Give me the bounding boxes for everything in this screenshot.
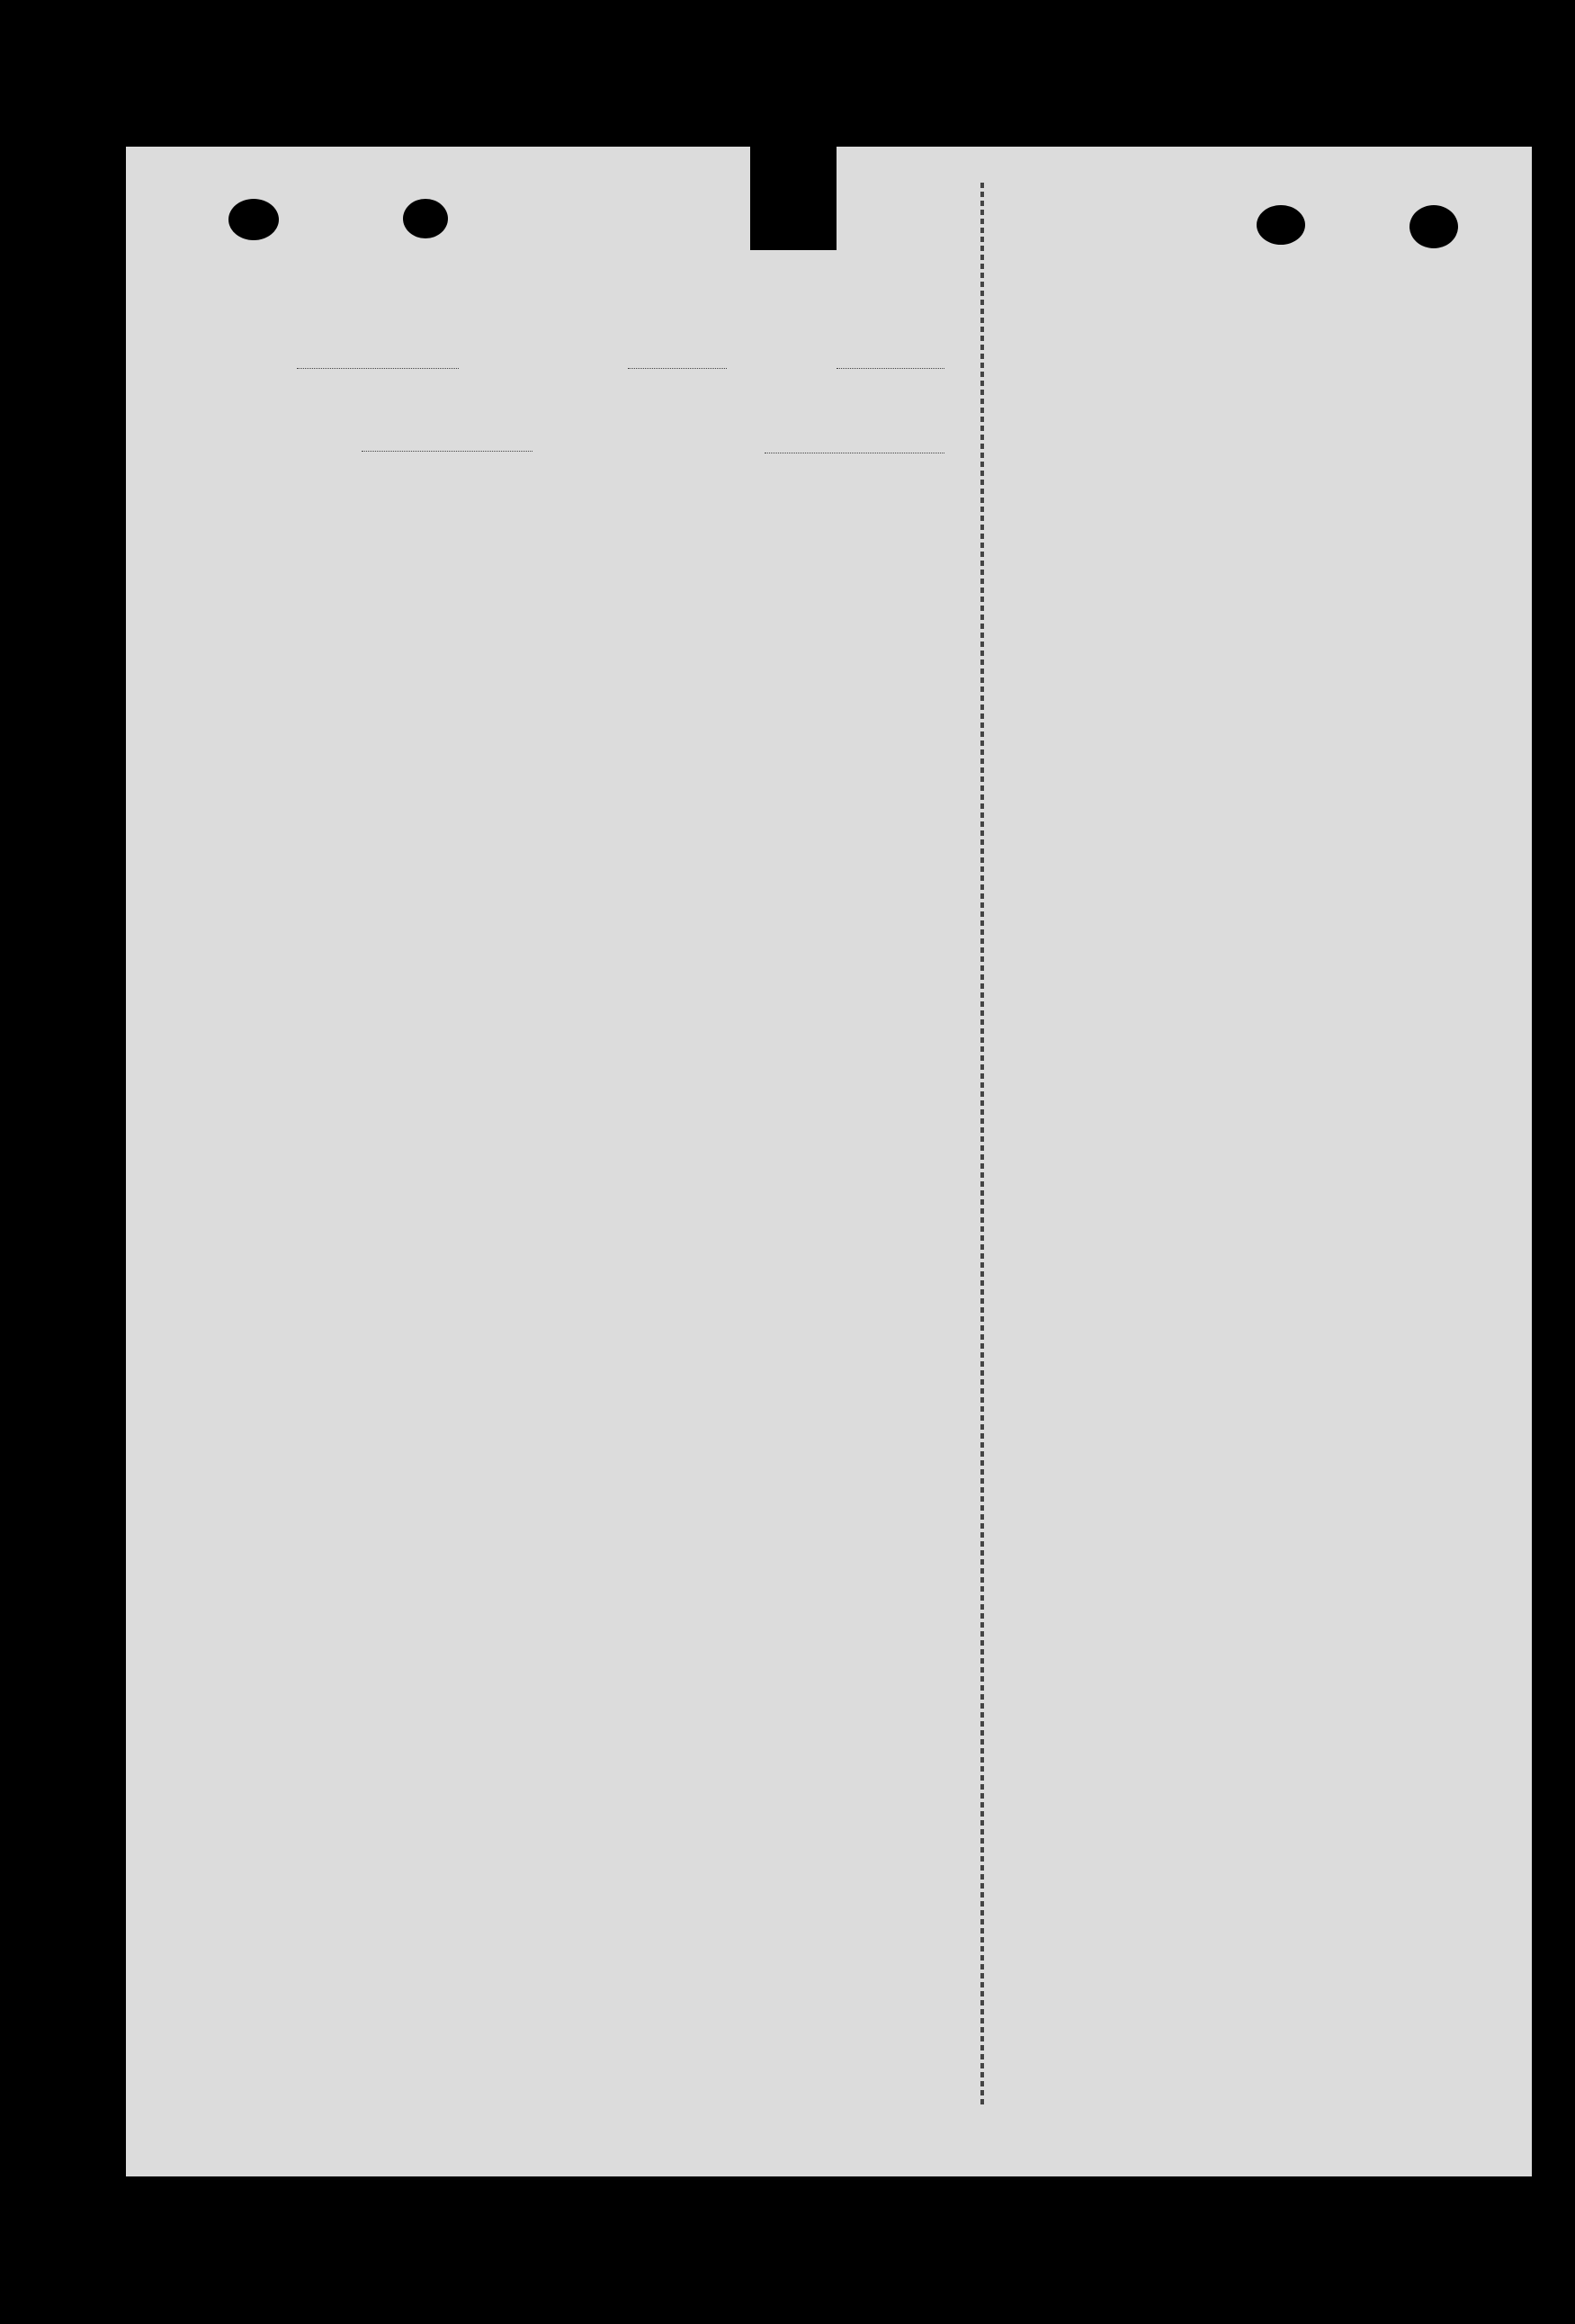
- manifest-sheet: [126, 147, 1532, 2176]
- table-grid: [126, 147, 1532, 2176]
